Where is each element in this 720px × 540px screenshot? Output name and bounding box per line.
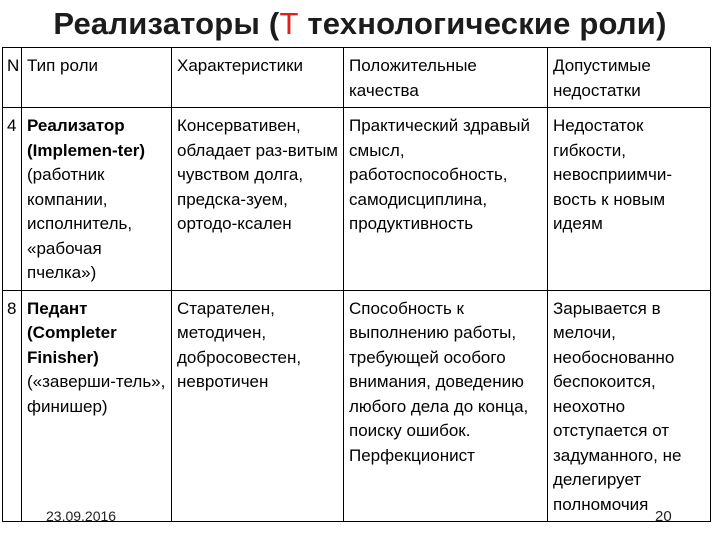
footer-date: 23.09.2016	[46, 508, 117, 524]
flaws-cell: Зарывается в мелочи, необоснованно беспокоится, неохотно отступается от задуманного, не делегирует полномочия	[548, 290, 711, 522]
role-description: («заверши-тель», финишер)	[27, 372, 166, 416]
roles-table	[2, 47, 711, 522]
header-positive-qualities: Положительные качества	[344, 48, 548, 108]
row-number: 8	[3, 290, 22, 522]
positive-cell: Способность к выполнению работы, требующей особого внимания, доведению любого дела до конца, поиску ошибок. Перфекционист	[344, 290, 548, 522]
positive-cell: Практический здравый смысл, работоспособность, самодисциплина, продуктивность	[344, 108, 548, 291]
role-name: Педант (Completer Finisher)	[27, 298, 117, 367]
page-number: 20	[655, 508, 672, 525]
header-allowed-flaws: Допустимые недостатки	[548, 48, 711, 108]
slide-title	[0, 6, 720, 42]
flaws-cell: Недостаток гибкости, невосприимчи-вость к новым идеям	[548, 108, 711, 291]
table-header-row	[3, 48, 711, 108]
header-number: N	[3, 48, 22, 108]
role-cell	[22, 290, 172, 522]
role-name: Реализатор (Implemen-ter)	[27, 116, 146, 160]
title-text-end: технологические роли)	[298, 6, 667, 41]
traits-cell: Старателен, методичен, добросовестен, невротичен	[172, 290, 344, 522]
row-number: 4	[3, 108, 22, 291]
title-highlight-letter: Т	[279, 6, 299, 41]
table-row	[3, 290, 711, 522]
traits-cell: Консервативен, обладает раз-витым чувством долга, предска-зуем, ортодо-ксален	[172, 108, 344, 291]
role-description: (работник компании, исполнитель, «рабочая пчелка»)	[27, 165, 133, 282]
title-text-start: Реализаторы (	[53, 6, 280, 41]
role-cell	[22, 108, 172, 291]
header-role-type: Тип роли	[22, 48, 172, 108]
header-characteristics: Характеристики	[172, 48, 344, 108]
table-row	[3, 108, 711, 291]
